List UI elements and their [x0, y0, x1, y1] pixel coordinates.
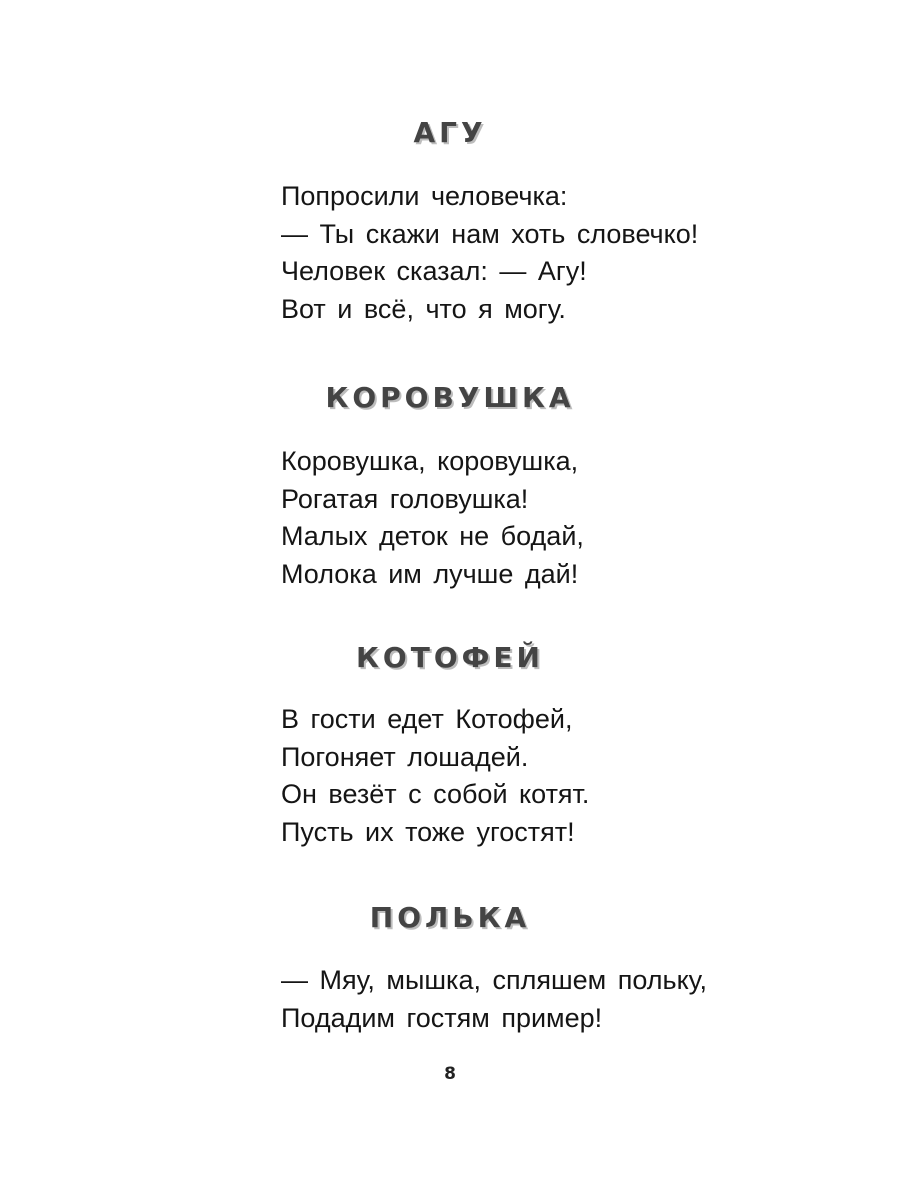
- poem-agu: [0, 116, 900, 324]
- poem-korovushka: [0, 381, 900, 589]
- poem-line: Подадим гостям пример!: [281, 1002, 603, 1033]
- poem-kotofey: [0, 641, 900, 847]
- poem-title: КОТОФЕЙ: [356, 641, 544, 674]
- page-number: 8: [444, 1064, 456, 1084]
- poem-line: Погоняет лошадей.: [281, 741, 529, 772]
- poem-line: Малых деток не бодай,: [281, 521, 584, 551]
- poem-stanza: [281, 443, 584, 593]
- poem-line: Он везёт с собой котят.: [281, 779, 590, 809]
- poem-line: — Мяу, мышка, спляшем польку,: [281, 965, 707, 995]
- poem-line: Пусть их тоже угостят!: [281, 816, 575, 847]
- poem-line: В гости едет Котофей,: [281, 704, 573, 734]
- poem-line: Человек сказал: — Агу!: [281, 256, 587, 286]
- poem-stanza: [281, 701, 589, 851]
- poem-title: ПОЛЬКА: [369, 901, 531, 934]
- poem-title: КОРОВУШКА: [325, 381, 575, 414]
- poem-stanza: [281, 178, 698, 328]
- poem-line: Вот и всё, что я могу.: [281, 293, 566, 324]
- poem-line: Молока им лучше дай!: [281, 558, 579, 589]
- poem-line: Попросили человечка:: [281, 181, 568, 211]
- poem-line: Рогатая головушка!: [281, 483, 529, 514]
- poem-polka: [0, 901, 900, 1033]
- poem-line: — Ты скажи нам хоть словечко!: [281, 218, 699, 249]
- poem-stanza: [281, 962, 707, 1037]
- poem-line: Коровушка, коровушка,: [281, 446, 579, 476]
- poem-title: АГУ: [413, 116, 487, 149]
